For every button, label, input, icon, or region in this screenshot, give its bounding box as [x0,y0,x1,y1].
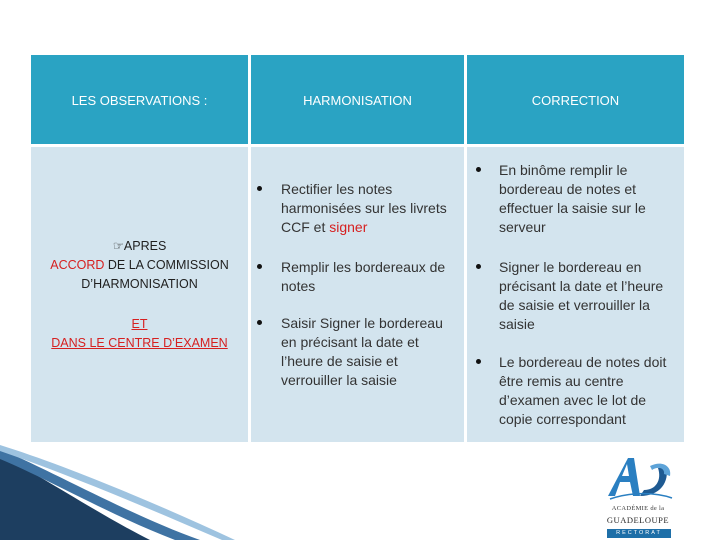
et-label: ET [131,317,148,331]
harmonisation-line [31,275,248,294]
decorative-swoosh-icon [0,445,330,540]
bullet-icon [257,264,262,269]
header-observations [31,55,248,144]
logo-line2: GUADELOUPE [606,515,670,525]
harmonisation-item-3-text: Saisir Signer le bordereau en précisant la date et l’heure de saisie et verrouiller la saisie [281,315,443,388]
correction-item-3 [499,353,677,429]
academie-logo [600,452,680,540]
header-harmonisation [251,55,464,144]
correction-cell [467,147,684,442]
centre-line [31,334,248,353]
et-line [31,315,248,334]
accord-label: ACCORD [50,258,105,272]
commission-label: DE LA COMMISSION [104,258,229,272]
observations-table [31,55,684,442]
header-correction [467,55,684,144]
accord-line [31,256,248,275]
harmonisation-item-2-text: Remplir les bordereaux de notes [281,259,446,294]
observations-cell [31,147,248,442]
harmonisation-cell [251,147,464,442]
logo-line1: ACADÉMIE de la [611,505,665,512]
apres-label: APRES [123,239,167,253]
correction-item-2 [499,258,677,334]
bullet-icon [257,320,262,325]
harmonisation-item-1-signer: signer [329,219,368,235]
apres-line [31,237,248,256]
header-correction-label: CORRECTION [531,93,620,108]
correction-item-3-text: Le bordereau de notes doit être remis au centre d’examen avec le lot de copie correspondant [499,354,667,427]
correction-item-2-text: Signer le bordereau en précisant la date et l’heure de saisie et verrouiller la saisie [499,259,664,332]
header-observations-label: LES OBSERVATIONS : [71,93,208,108]
harmonisation-item-3 [281,314,451,390]
harmonisation-item-1-text: Rectifier les notes harmonisées sur les livrets CCF et [281,181,447,235]
centre-label: DANS LE CENTRE D’EXAMEN [51,336,228,350]
harmonisation-item-1 [281,180,451,237]
harmonisation-item-2 [281,258,456,296]
bullet-icon [476,264,481,269]
bullet-icon [476,167,481,172]
ag-logo-icon [600,452,676,504]
header-harmonisation-label: HARMONISATION [303,93,412,108]
logo-line3: RECTORAT [607,529,671,538]
bullet-icon [476,359,481,364]
correction-item-1 [499,161,677,237]
hand-pointer-icon: ☞ [112,239,124,253]
d-harmonisation-label: D’HARMONISATION [81,277,198,291]
bullet-icon [257,186,262,191]
correction-item-1-text: En binôme remplir le bordereau de notes et effectuer la saisie sur le serveur [499,162,646,235]
